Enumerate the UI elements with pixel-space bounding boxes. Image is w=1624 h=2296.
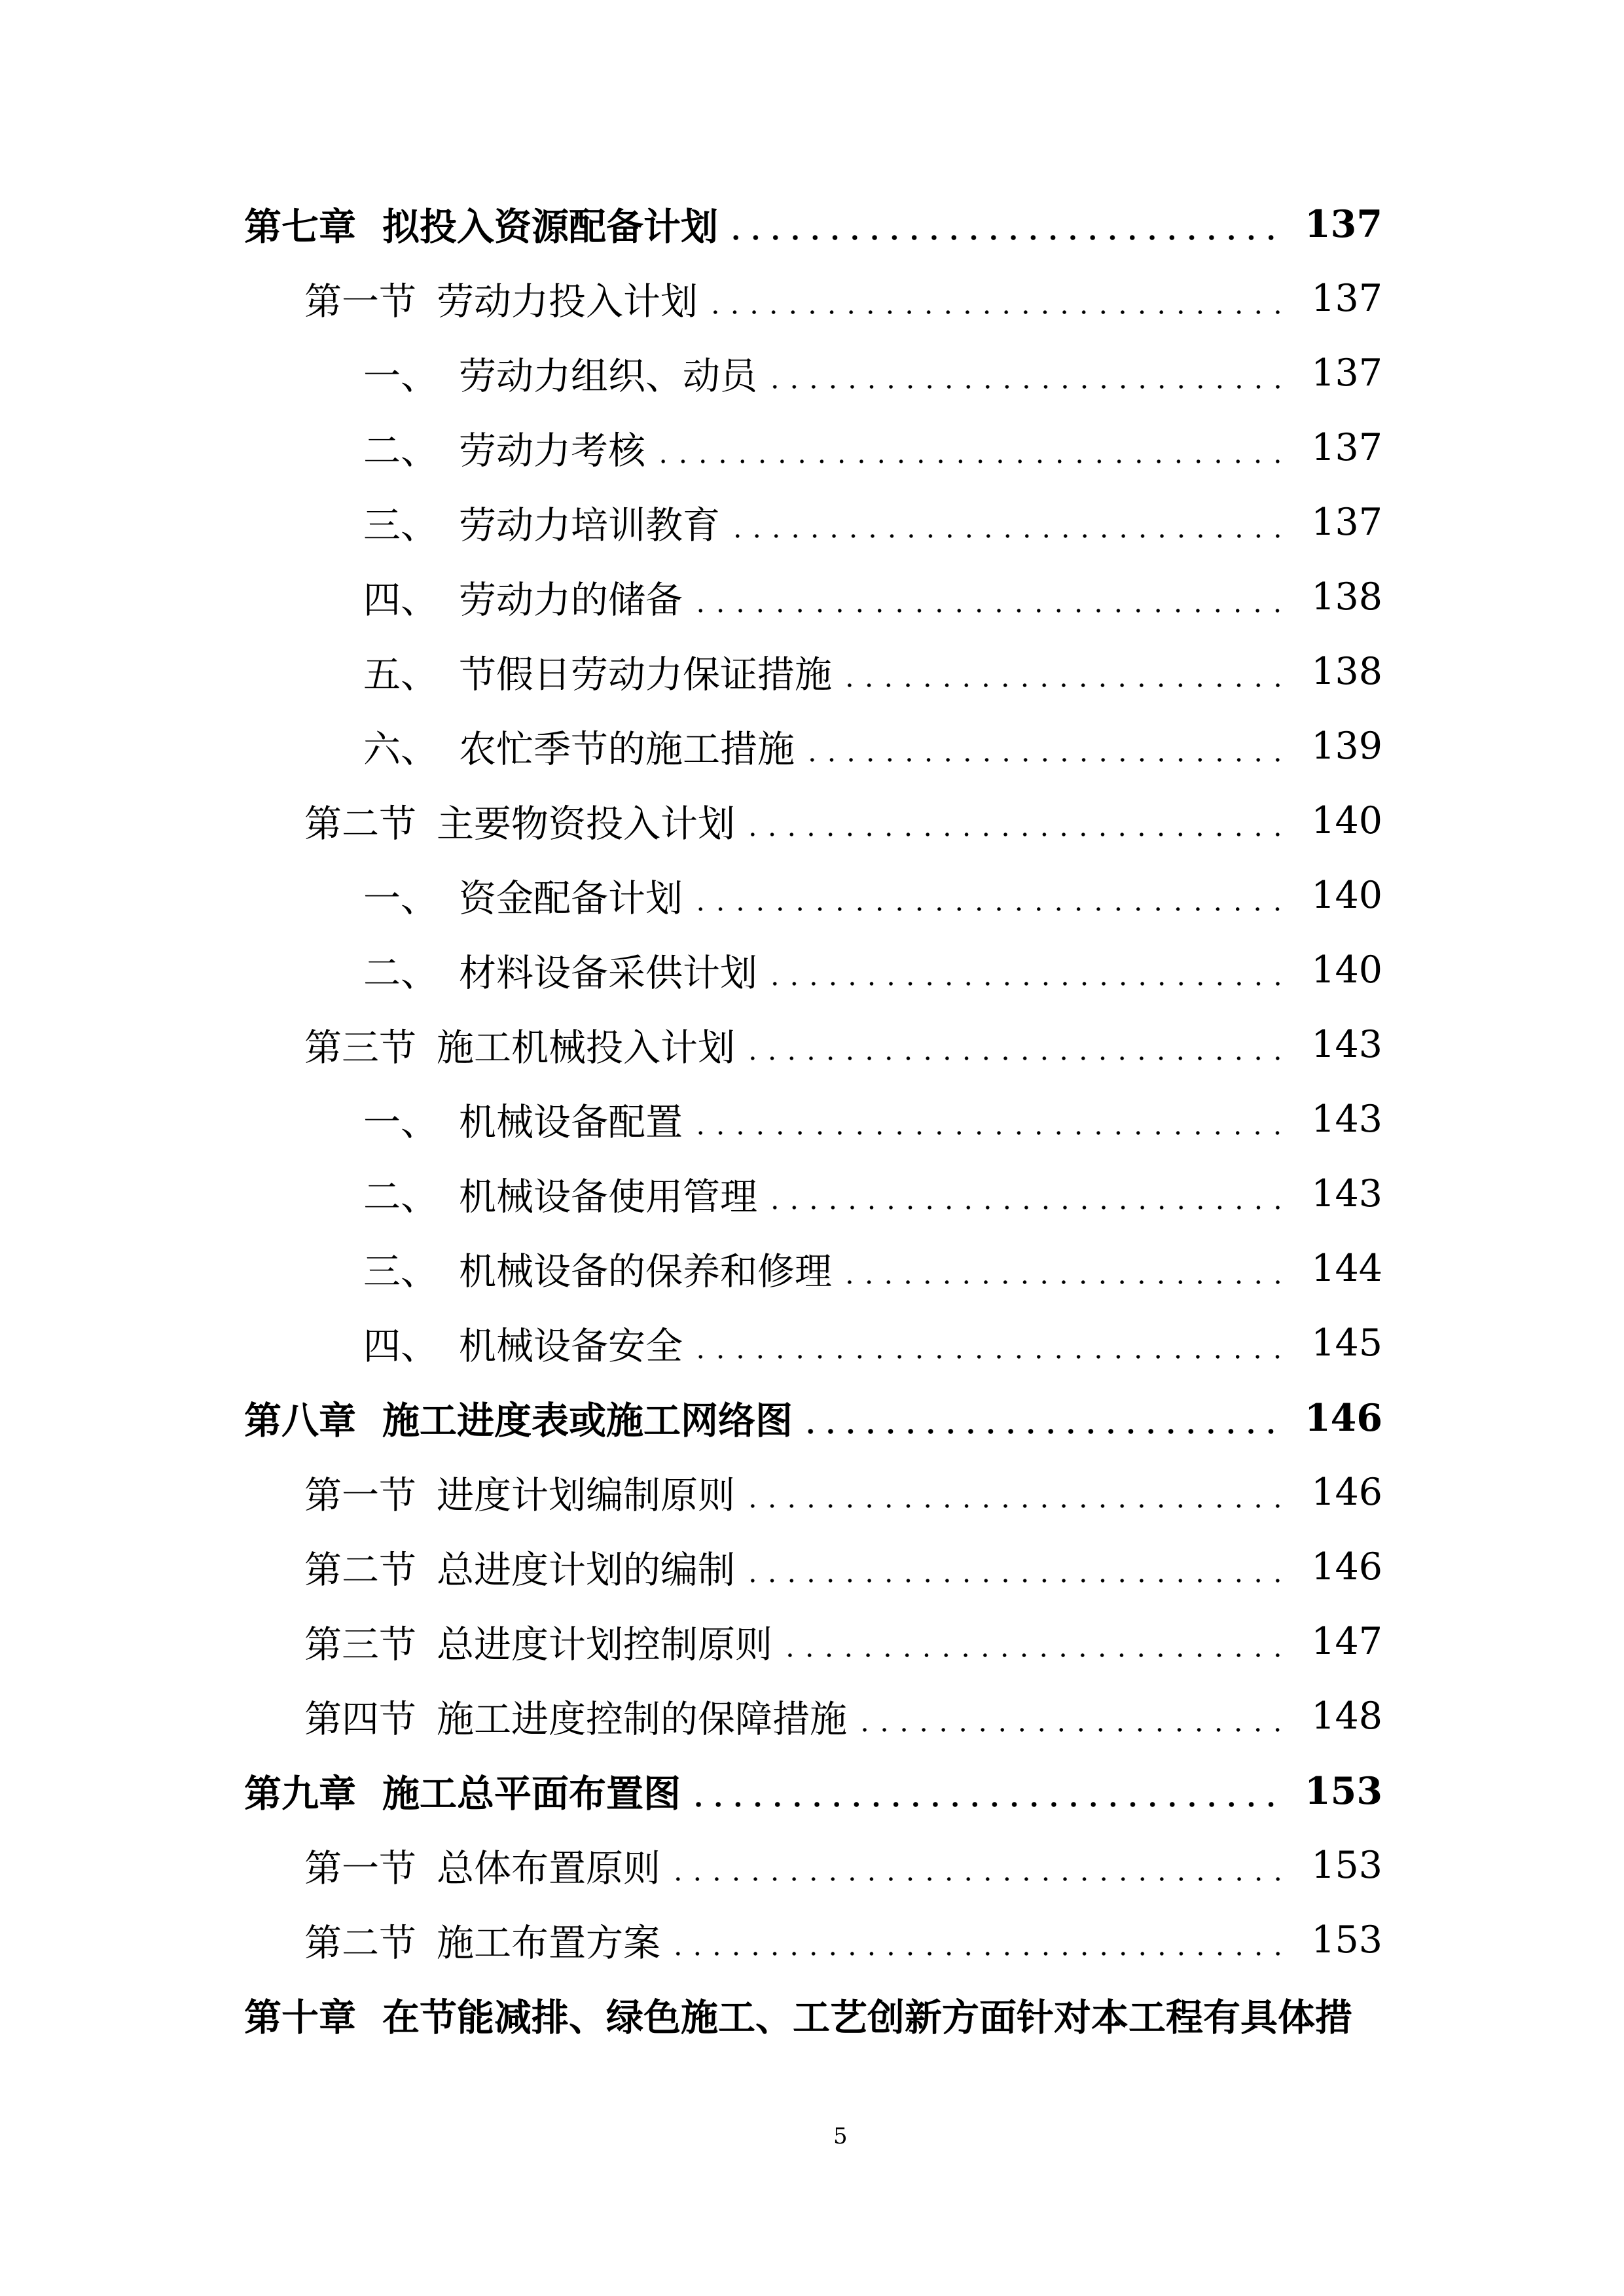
- toc-page-ref: 140: [1311, 874, 1382, 917]
- toc-chapter-entry: [244, 1977, 1382, 2052]
- toc-page-ref: 140: [1311, 799, 1382, 842]
- dot-leader: [765, 1157, 1288, 1231]
- toc-page-ref: 137: [1305, 202, 1382, 246]
- toc-item-number: 四、: [363, 1325, 438, 1368]
- toc-item-title: 节假日劳动力保证措施: [459, 653, 832, 696]
- toc-section-number: 第一节: [304, 1847, 416, 1890]
- toc-page-ref: 146: [1305, 1395, 1382, 1440]
- dot-leader: [840, 1231, 1288, 1306]
- toc-item-entry: [244, 485, 1382, 560]
- toc-section-title: 总进度计划控制原则: [437, 1623, 772, 1666]
- toc-page-ref: 153: [1311, 1918, 1382, 1962]
- toc-chapter-number: 第八章: [244, 1399, 356, 1443]
- toc-chapter-title: 拟投入资源配备计划: [382, 205, 718, 249]
- toc-item-entry: [244, 933, 1382, 1007]
- toc-section-number: 第二节: [304, 1922, 416, 1965]
- toc-item-number: 三、: [363, 504, 438, 547]
- toc-chapter-number: 第七章: [244, 205, 356, 249]
- toc-item-entry: [244, 1082, 1382, 1157]
- toc-section-entry: [244, 1604, 1382, 1679]
- toc-item-entry: [244, 634, 1382, 709]
- toc-page-ref: 137: [1311, 501, 1382, 544]
- dot-leader: [691, 1306, 1288, 1380]
- toc-chapter-number: 第九章: [244, 1772, 356, 1816]
- toc-item-entry: [244, 410, 1382, 485]
- toc-item-entry: [244, 709, 1382, 783]
- dot-leader: [706, 261, 1288, 336]
- toc-item-title: 农忙季节的施工措施: [459, 728, 795, 771]
- toc-page-ref: 153: [1311, 1844, 1382, 1887]
- toc-section-number: 第二节: [304, 802, 416, 846]
- toc-item-number: 一、: [363, 877, 438, 920]
- toc-page-ref: 137: [1311, 277, 1382, 320]
- toc-item-number: 五、: [363, 653, 438, 696]
- toc-section-title: 总进度计划的编制: [437, 1549, 735, 1592]
- toc-page-ref: 143: [1311, 1098, 1382, 1141]
- toc-page-ref: 148: [1311, 1695, 1382, 1738]
- toc-section-number: 第二节: [304, 1549, 416, 1592]
- toc-page-ref: 138: [1311, 650, 1382, 693]
- toc-section-number: 第三节: [304, 1026, 416, 1069]
- toc-page-ref: 137: [1311, 351, 1382, 395]
- page-number: 5: [833, 2123, 848, 2149]
- dot-leader: [780, 1604, 1288, 1679]
- toc-section-number: 第四节: [304, 1698, 416, 1741]
- dot-leader: [743, 1455, 1288, 1530]
- toc-page-ref: 144: [1311, 1247, 1382, 1290]
- toc-chapter-title: 施工总平面布置图: [382, 1772, 681, 1816]
- toc-page-ref: 139: [1311, 725, 1382, 768]
- toc-section-number: 第三节: [304, 1623, 416, 1666]
- dot-leader: [691, 858, 1288, 933]
- toc-chapter-entry: [244, 187, 1382, 261]
- toc-item-number: 三、: [363, 1250, 438, 1293]
- toc-item-title: 资金配备计划: [459, 877, 683, 920]
- dot-leader: [728, 485, 1288, 560]
- toc-section-entry: [244, 1530, 1382, 1604]
- toc-item-title: 劳动力考核: [459, 429, 645, 473]
- dot-leader: [855, 1679, 1288, 1753]
- toc-section-title: 劳动力投入计划: [437, 280, 698, 323]
- toc-page-ref: 143: [1311, 1172, 1382, 1215]
- toc-item-number: 一、: [363, 355, 438, 398]
- toc-section-entry: [244, 1903, 1382, 1977]
- toc-chapter-number: 第十章: [244, 1996, 356, 2039]
- toc-section-entry: [244, 261, 1382, 336]
- dot-leader: [743, 783, 1288, 858]
- toc-section-entry: [244, 783, 1382, 858]
- dot-leader: [840, 634, 1288, 709]
- toc-item-title: 劳动力组织、动员: [459, 355, 757, 398]
- toc-item-title: 劳动力培训教育: [459, 504, 720, 547]
- toc-section-title: 施工布置方案: [437, 1922, 660, 1965]
- toc-section-title: 施工机械投入计划: [437, 1026, 735, 1069]
- dot-leader: [653, 410, 1288, 485]
- toc-section-title: 施工进度控制的保障措施: [437, 1698, 847, 1741]
- dot-leader: [691, 560, 1288, 634]
- toc-item-title: 机械设备使用管理: [459, 1175, 757, 1219]
- toc-chapter-entry: [244, 1380, 1382, 1455]
- toc-item-number: 四、: [363, 579, 438, 622]
- toc-item-title: 劳动力的储备: [459, 579, 683, 622]
- toc-page-ref: 146: [1311, 1545, 1382, 1588]
- toc-item-number: 六、: [363, 728, 438, 771]
- toc-section-number: 第一节: [304, 1474, 416, 1517]
- dot-leader: [726, 187, 1281, 261]
- toc-page-ref: 137: [1311, 426, 1382, 469]
- toc-item-title: 材料设备采供计划: [459, 952, 757, 995]
- dot-leader: [743, 1007, 1288, 1082]
- toc-item-entry: [244, 560, 1382, 634]
- dot-leader: [801, 1380, 1281, 1455]
- dot-leader: [668, 1828, 1288, 1903]
- dot-leader: [668, 1903, 1288, 1977]
- toc-chapter-entry: [244, 1753, 1382, 1828]
- toc-section-entry: [244, 1828, 1382, 1903]
- toc-item-title: 机械设备的保养和修理: [459, 1250, 832, 1293]
- toc-section-title: 总体布置原则: [437, 1847, 660, 1890]
- toc-item-number: 二、: [363, 1175, 438, 1219]
- toc-item-entry: [244, 858, 1382, 933]
- dot-leader: [765, 933, 1288, 1007]
- toc-item-entry: [244, 1306, 1382, 1380]
- dot-leader: [691, 1082, 1288, 1157]
- table-of-contents: [244, 187, 1382, 2052]
- toc-item-number: 一、: [363, 1101, 438, 1144]
- toc-item-title: 机械设备配置: [459, 1101, 683, 1144]
- toc-section-title: 主要物资投入计划: [437, 802, 735, 846]
- toc-section-entry: [244, 1007, 1382, 1082]
- toc-item-entry: [244, 1231, 1382, 1306]
- toc-page-ref: 140: [1311, 948, 1382, 992]
- toc-item-entry: [244, 336, 1382, 410]
- dot-leader: [765, 336, 1288, 410]
- toc-page-ref: 147: [1311, 1620, 1382, 1663]
- dot-leader: [689, 1753, 1281, 1828]
- toc-chapter-title: 施工进度表或施工网络图: [382, 1399, 793, 1443]
- toc-item-entry: [244, 1157, 1382, 1231]
- toc-item-number: 二、: [363, 429, 438, 473]
- dot-leader: [743, 1530, 1288, 1604]
- toc-page-ref: 143: [1311, 1023, 1382, 1066]
- toc-section-number: 第一节: [304, 280, 416, 323]
- dot-leader: [803, 709, 1288, 783]
- toc-section-entry: [244, 1679, 1382, 1753]
- toc-section-entry: [244, 1455, 1382, 1530]
- toc-page-ref: 145: [1311, 1321, 1382, 1365]
- toc-page-ref: 153: [1305, 1768, 1382, 1813]
- toc-item-number: 二、: [363, 952, 438, 995]
- toc-section-title: 进度计划编制原则: [437, 1474, 735, 1517]
- toc-item-title: 机械设备安全: [459, 1325, 683, 1368]
- toc-chapter-title: 在节能减排、绿色施工、工艺创新方面针对本工程有具体措: [382, 1996, 1352, 2039]
- toc-page-ref: 138: [1311, 575, 1382, 619]
- toc-page-ref: 146: [1311, 1471, 1382, 1514]
